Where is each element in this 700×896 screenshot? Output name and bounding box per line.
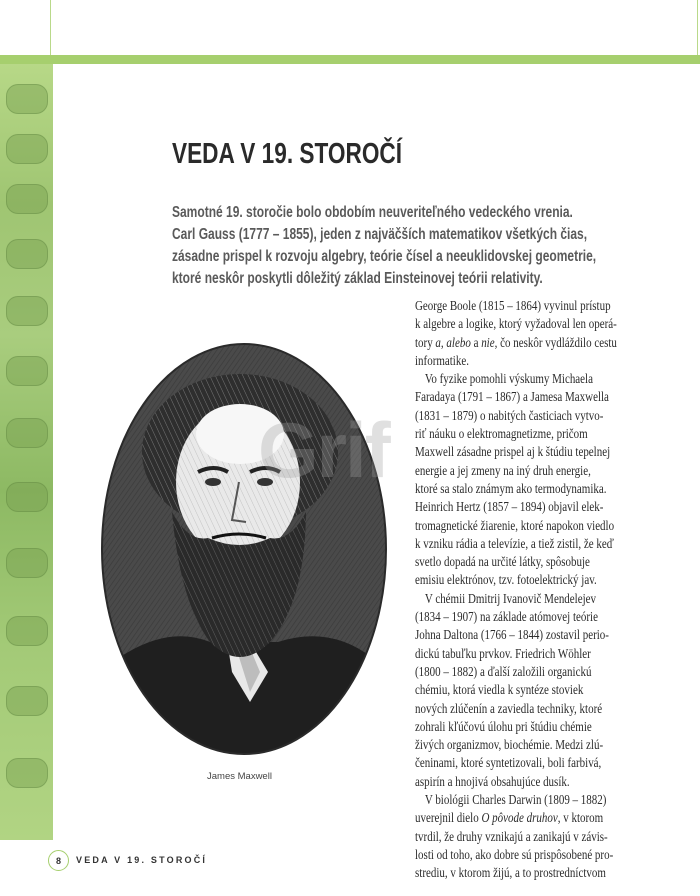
vertebra-shape (6, 482, 48, 512)
vertebra-shape (6, 184, 48, 214)
body-line: k algebre a logike, ktorý vyžadoval len operá- (415, 316, 617, 332)
body-line: Maxwell zásadne prispel aj k štúdiu tepelnej (415, 444, 611, 460)
body-line: zohrali kľúčovú úlohu pri štúdiu chémie (415, 718, 592, 734)
body-column (415, 297, 654, 883)
body-line: k vzniku rádia a televízie, a tiež zistil, že keď (415, 535, 614, 551)
body-line: dickú tabuľku prvkov. Friedrich Wöhler (415, 645, 591, 661)
text-run: uverejnil dielo (415, 810, 482, 826)
vertebra-shape (6, 84, 48, 114)
watermark: Grif (258, 406, 389, 494)
text-run: a (470, 334, 482, 350)
vertebra-shape (6, 134, 48, 164)
text-run: , čo neskôr vydláždilo cestu (494, 334, 617, 350)
text-run: , v ktorom (557, 810, 604, 826)
vertebra-shape (6, 548, 48, 578)
emphasis-or: alebo (446, 334, 471, 350)
lead-line: Carl Gauss (1777 – 1855), jeden z najväčších matematikov všetkých čias, (172, 226, 588, 243)
lead-line: Samotné 19. storočie bolo obdobím neuveriteľného vedeckého vrenia. (172, 204, 573, 221)
vertebra-shape (6, 616, 48, 646)
body-line: riť náuku o elektromagnetizme, pričom (415, 426, 588, 442)
top-margin (0, 0, 700, 55)
body-line: Faradaya (1791 – 1867) a Jamesa Maxwella (415, 389, 609, 405)
body-line: V biológii Charles Darwin (1809 – 1882) (424, 792, 607, 808)
emphasis-and: a (435, 334, 441, 350)
body-line: svetlo dopadá na určité látky, spôsobuje (415, 554, 590, 570)
vertebra-shape (6, 418, 48, 448)
body-line: aspirín a hnojivá obsahujúce dusík. (415, 773, 570, 789)
portrait-caption: James Maxwell (207, 771, 272, 782)
vertebra-shape (6, 758, 48, 788)
text-run: tory (415, 334, 436, 350)
body-line: Heinrich Hertz (1857 – 1894) objavil elek- (415, 499, 604, 515)
emphasis-not: nie (481, 334, 495, 350)
body-line: Johna Daltona (1766 – 1844) zostavil perio- (415, 627, 609, 643)
vertebra-shape (6, 356, 48, 386)
body-line: živých organizmov, biochémie. Medzi zlú- (415, 737, 604, 753)
body-line (415, 809, 654, 827)
lead-line: ktoré neskôr poskytli dôležitý základ Einsteinovej teórii relativity. (172, 270, 543, 287)
vertebra-shape (6, 296, 48, 326)
bottom-margin (0, 840, 53, 896)
page-title: VEDA V 19. STOROČÍ (172, 138, 403, 170)
spine-illustration-strip (0, 64, 53, 840)
body-line: tvrdil, že druhy vznikajú a zanikajú v závis- (415, 828, 608, 844)
paragraph-chemistry (415, 590, 654, 791)
body-line: Vo fyzike pomohli výskumy Michaela (424, 371, 593, 387)
header-green-band (0, 55, 700, 64)
lead-line: zásadne prispel k rozvoju algebry, teórie čísel a neeuklidovskej geometrie, (172, 248, 597, 265)
text-run: , (440, 334, 447, 350)
body-line (415, 334, 654, 352)
paragraph-physics (415, 370, 654, 590)
page-number-badge: 8 (48, 850, 69, 871)
paragraph-biology (415, 791, 654, 882)
body-line: informatike. (415, 352, 469, 368)
vertebra-shape (6, 239, 48, 269)
body-line: tromagnetické žiarenie, ktoré napokon viedlo (415, 517, 615, 533)
body-line: strediu, v ktorom žijú, a to prostredníctvom (415, 865, 606, 881)
body-line: (1834 – 1907) na základe atómovej teórie (415, 609, 598, 625)
body-line: (1800 – 1882) a ďalší založili organickú (415, 663, 592, 679)
book-title: O pôvode druhov (481, 810, 558, 826)
crop-mark-right (697, 0, 698, 55)
crop-mark-left (50, 0, 51, 55)
body-line: ktoré sa stalo známym ako termodynamika. (415, 480, 607, 496)
body-line: energie a jej zmeny na iný druh energie, (415, 462, 591, 478)
running-footer-title: VEDA V 19. STOROČÍ (76, 855, 208, 865)
body-line: čeninami, ktoré syntetizovali, boli farbivá, (415, 755, 602, 771)
body-line: losti od toho, ako dobre sú prispôsobené pro- (415, 846, 614, 862)
body-line: nových zlúčenín a zaviedla techniky, ktoré (415, 700, 603, 716)
body-line: George Boole (1815 – 1864) vyvinul prístup (415, 298, 611, 313)
vertebra-shape (6, 686, 48, 716)
paragraph-boole (415, 297, 654, 370)
body-line: V chémii Dmitrij Ivanovič Mendelejev (424, 590, 597, 606)
lead-paragraph (172, 202, 628, 290)
body-line: (1831 – 1879) o nabitých časticiach vytvo- (415, 407, 604, 423)
body-line: emisiu elektrónov, tzv. fotoelektrický jav. (415, 572, 597, 588)
body-line: chémiu, ktorá viedla k syntéze stoviek (415, 682, 584, 698)
